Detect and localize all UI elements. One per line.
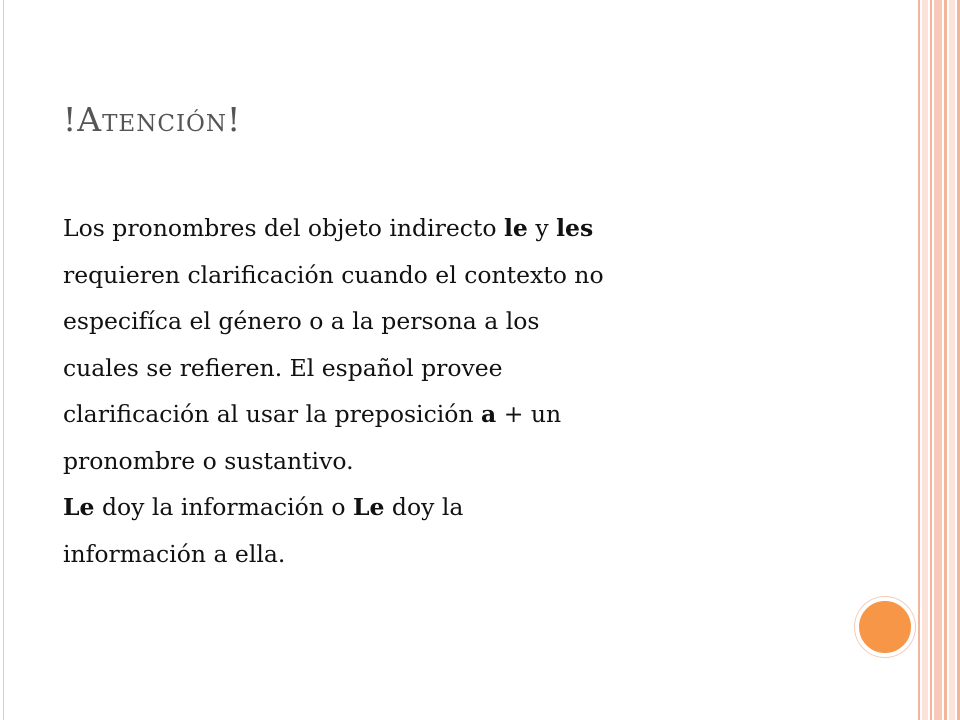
slide-body: [63, 205, 793, 577]
decorative-stripe: [922, 0, 928, 720]
emphasized-term: le: [503, 214, 528, 242]
body-line: [63, 438, 793, 485]
body-text-run: doy la: [384, 493, 464, 521]
emphasized-term: Le: [63, 493, 95, 521]
body-line: [63, 205, 793, 252]
body-text-run: clarificación al usar la preposición: [63, 400, 481, 428]
body-text-run: + un: [496, 400, 562, 428]
body-line: [63, 391, 793, 438]
body-text-run: especifíca el género o a la persona a los: [63, 307, 540, 335]
body-line: [63, 345, 793, 392]
body-text-run: pronombre o sustantivo.: [63, 446, 354, 475]
emphasized-term: Le: [352, 493, 385, 521]
body-line: [63, 531, 793, 578]
emphasized-term: les: [556, 214, 594, 242]
decorative-stripe: [944, 0, 947, 720]
body-text-run: requieren clarificación cuando el contexto no: [63, 260, 604, 289]
emphasized-term: a: [481, 400, 497, 428]
body-text-run: doy la información o: [94, 493, 353, 521]
body-line: [63, 298, 793, 345]
body-line: [63, 484, 793, 531]
slide-title: !Atención!: [63, 100, 242, 139]
orange-circle-decoration: [855, 597, 915, 657]
body-text-run: información a ella.: [63, 539, 286, 568]
decorative-stripe: [934, 0, 942, 720]
decorative-stripe: [918, 0, 920, 720]
left-border-line: [3, 0, 4, 720]
body-text-run: y: [527, 214, 557, 242]
decorative-stripe: [949, 0, 955, 720]
decorative-stripe: [930, 0, 932, 720]
body-text-run: cuales se refieren. El español provee: [63, 353, 503, 382]
body-text-run: Los pronombres del objeto indirecto: [63, 214, 504, 242]
body-line: [63, 252, 793, 299]
